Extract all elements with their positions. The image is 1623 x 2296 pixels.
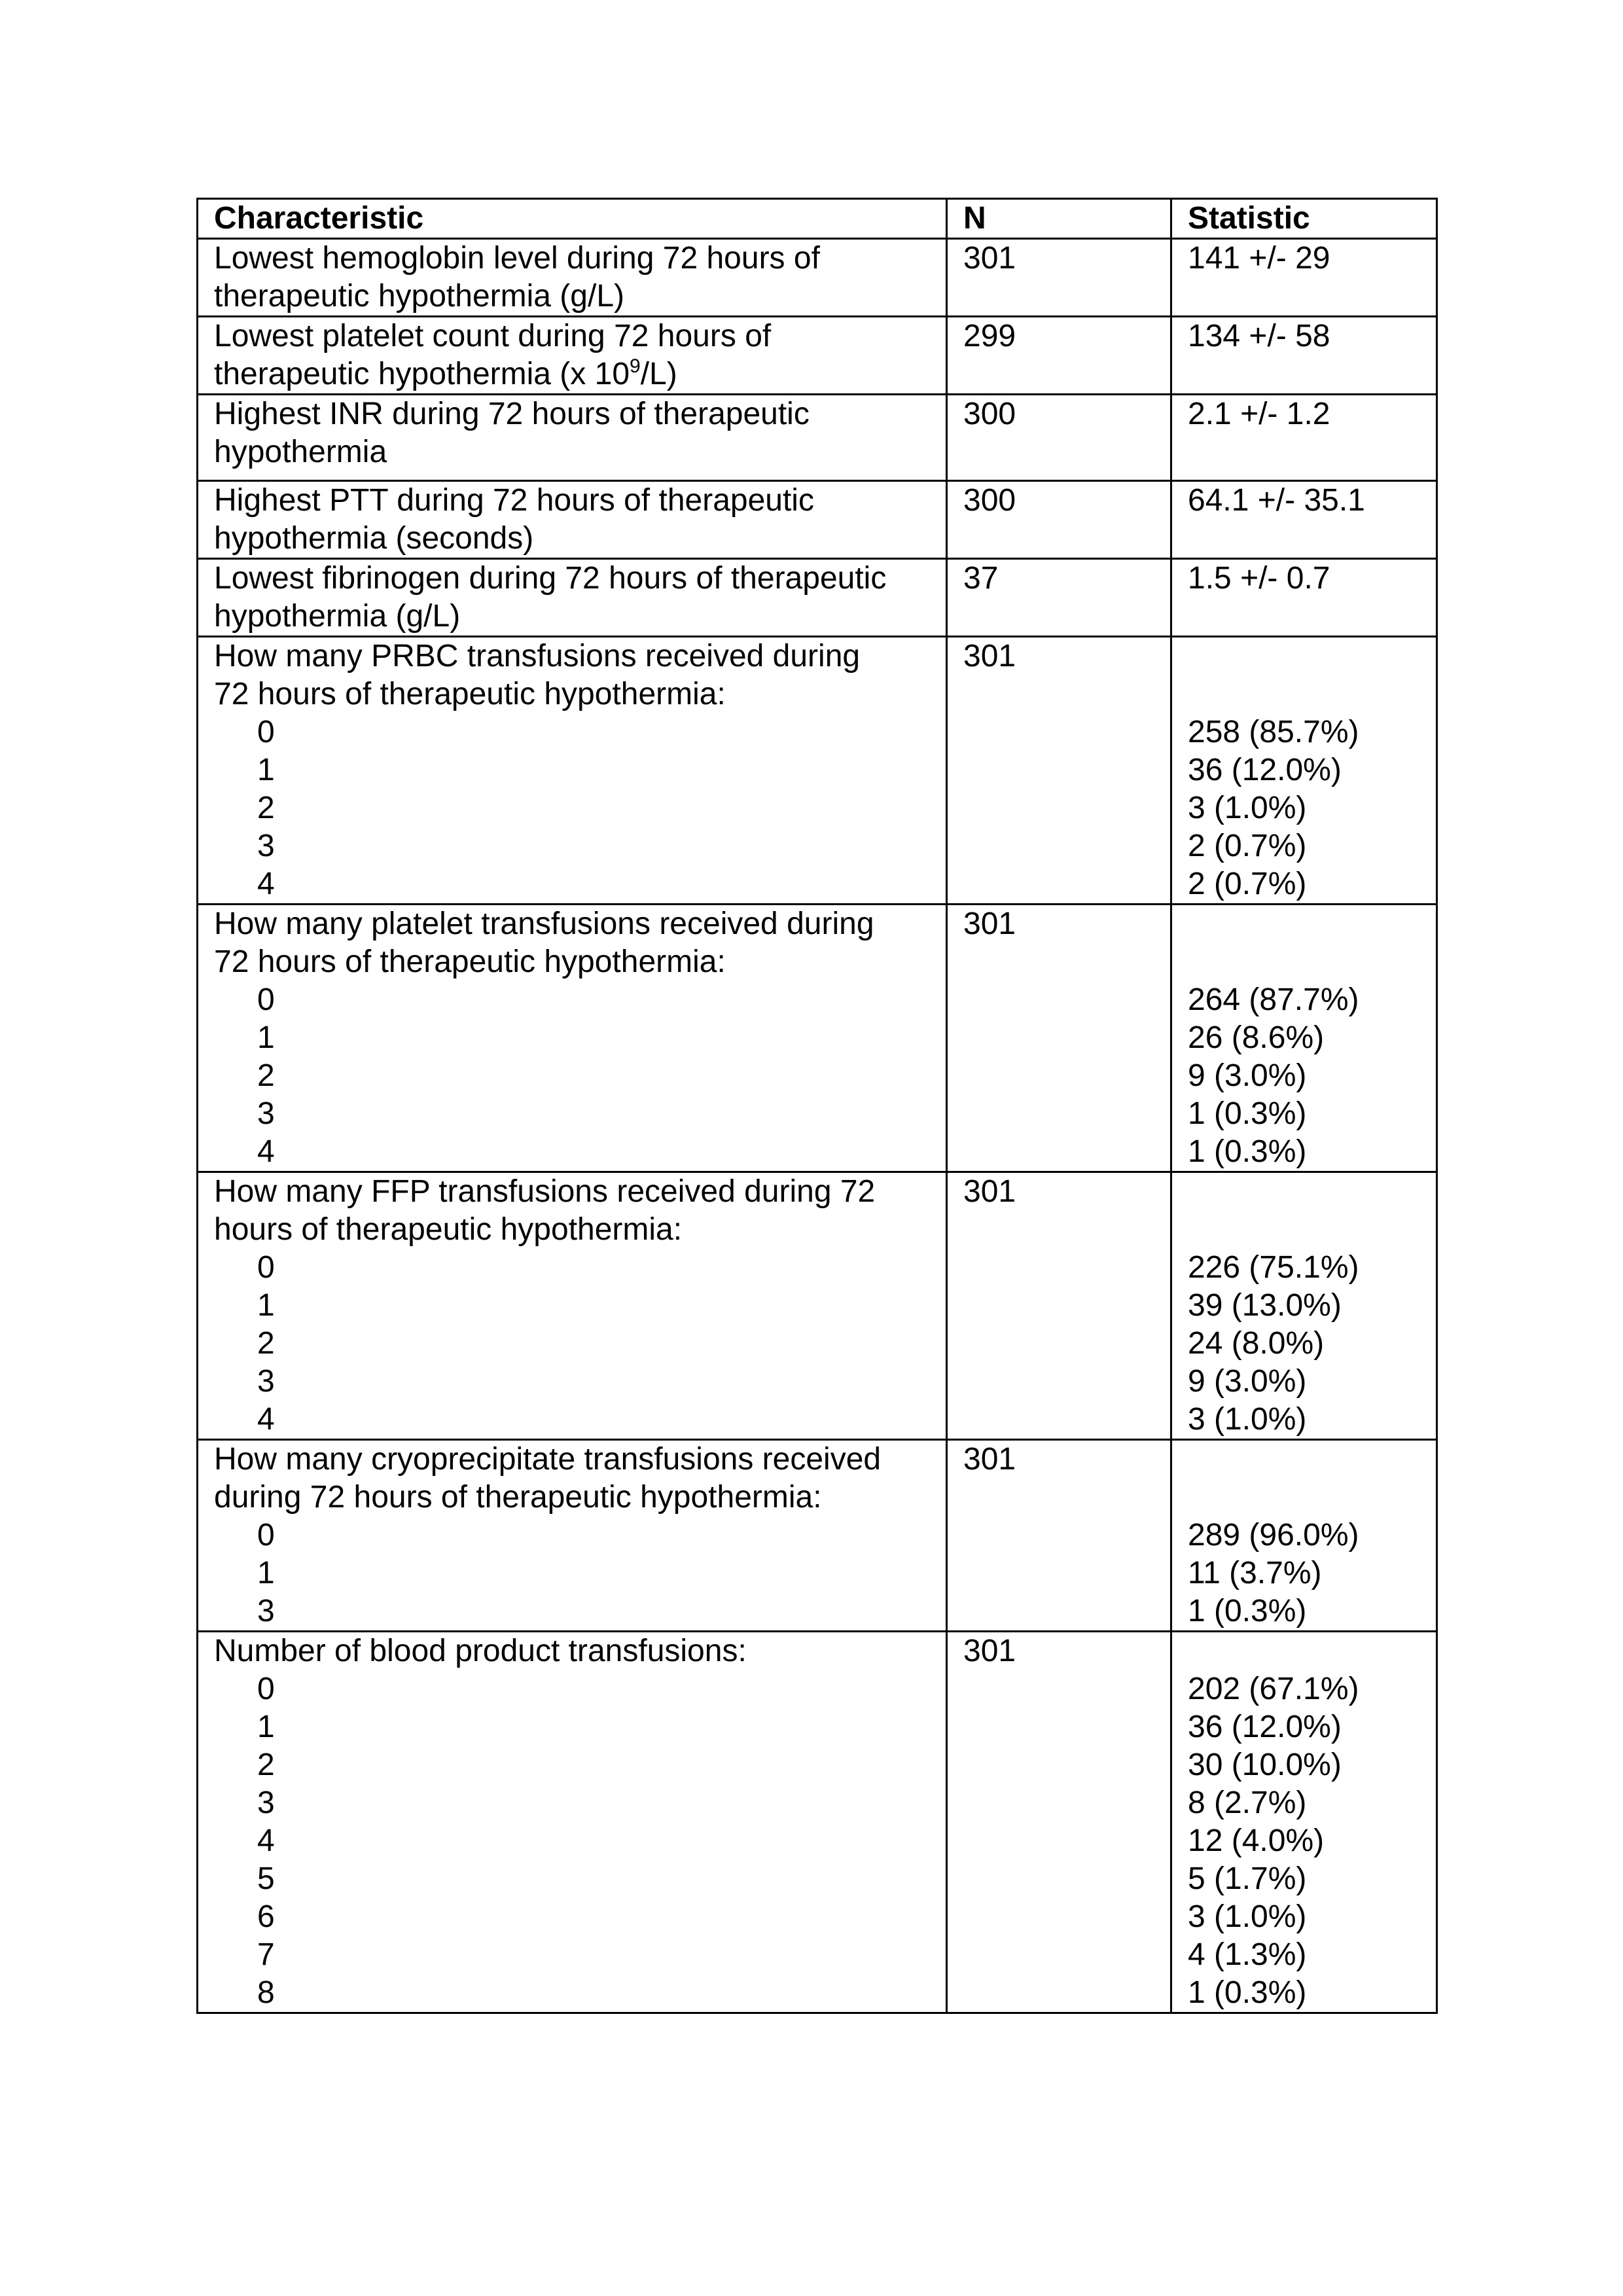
category-value: 9 (3.0%) [1188,1058,1307,1093]
n-cell [947,1632,1171,2013]
category-value: 36 (12.0%) [1188,753,1342,787]
n-value: 301 [963,639,1016,673]
category-value: 3 (1.0%) [1188,1899,1307,1934]
blank-line [1188,637,1423,675]
category-value: 5 (1.7%) [1188,1861,1307,1896]
characteristic-label: hours of therapeutic hypothermia: [214,1212,683,1247]
characteristic-cell [198,637,947,905]
category-label: 4 [257,867,275,901]
n-cell [947,1172,1171,1440]
table-row [198,481,1437,559]
category-label: 4 [257,1134,275,1169]
characteristic-label: 72 hours of therapeutic hypothermia: [214,677,726,711]
category-value: 4 (1.3%) [1188,1937,1307,1972]
category-label: 2 [257,1326,275,1361]
table-row [198,239,1437,317]
characteristic-cell [198,1172,947,1440]
characteristic-label: How many FFP transfusions received during 72 [214,1174,876,1209]
n-cell [947,637,1171,905]
characteristic-label: hypothermia [214,435,387,469]
characteristic-cell [198,905,947,1172]
category-value: 12 (4.0%) [1188,1823,1325,1858]
category-label: 0 [257,1672,275,1706]
characteristic-cell [198,559,947,637]
characteristic-label: Lowest fibrinogen during 72 hours of therapeutic [214,561,887,596]
characteristic-label: Highest INR during 72 hours of therapeutic [214,397,810,431]
characteristic-label: Highest PTT during 72 hours of therapeutic [214,483,814,518]
characteristic-label: How many platelet transfusions received during [214,906,874,941]
category-label: 3 [257,1096,275,1131]
blank-line [1188,905,1423,943]
statistic-cell: 141 +/- 29 [1171,239,1437,317]
category-label: 5 [257,1861,275,1896]
category-label: 2 [257,1748,275,1782]
n-value: 301 [963,1174,1016,1209]
category-value: 3 (1.0%) [1188,791,1307,825]
characteristic-cell [198,1632,947,2013]
category-value: 226 (75.1%) [1188,1250,1359,1285]
category-label: 3 [257,829,275,863]
category-label: 1 [257,1288,275,1323]
n-cell: 299 [947,317,1171,395]
category-value: 3 (1.0%) [1188,1402,1307,1437]
statistic-cell [1171,905,1437,1172]
category-value: 30 (10.0%) [1188,1748,1342,1782]
characteristic-cell [198,395,947,481]
header-n: N [947,199,1171,239]
category-value: 36 (12.0%) [1188,1710,1342,1744]
category-label: 6 [257,1899,275,1934]
n-cell [947,1440,1171,1632]
characteristic-label: hypothermia (seconds) [214,521,534,556]
category-label: 1 [257,753,275,787]
header-characteristic: Characteristic [198,199,947,239]
n-value: 301 [963,1442,1016,1477]
statistic-cell [1171,637,1437,905]
table-row [198,1440,1437,1632]
characteristic-label: How many PRBC transfusions received during [214,639,861,673]
category-label: 3 [257,1594,275,1628]
category-label: 0 [257,1518,275,1552]
characteristic-label: Lowest hemoglobin level during 72 hours of [214,241,820,276]
table-row [198,559,1437,637]
statistic-cell [1171,1440,1437,1632]
characteristic-label: Lowest platelet count during 72 hours of [214,319,772,353]
table-row [198,395,1437,481]
blank-line [1188,1173,1423,1211]
blank-line [1188,1632,1423,1670]
category-value: 1 (0.3%) [1188,1134,1307,1169]
category-value: 9 (3.0%) [1188,1364,1307,1399]
characteristic-cell [198,1440,947,1632]
category-label: 0 [257,982,275,1017]
statistic-cell: 134 +/- 58 [1171,317,1437,395]
blank-line [1188,1211,1423,1249]
table-row [198,317,1437,395]
category-value: 11 (3.7%) [1188,1556,1322,1590]
table-row [198,905,1437,1172]
category-label: 0 [257,1250,275,1285]
n-value: 301 [963,906,1016,941]
category-value: 24 (8.0%) [1188,1326,1325,1361]
blank-line [1188,1441,1423,1479]
table-header-row [198,199,1437,239]
category-value: 264 (87.7%) [1188,982,1359,1017]
category-label: 1 [257,1710,275,1744]
statistic-cell [1171,1172,1437,1440]
characteristic-cell [198,317,947,395]
characteristic-label: Number of blood product transfusions: [214,1634,747,1668]
characteristic-label: during 72 hours of therapeutic hypothermia: [214,1480,822,1515]
characteristic-label: therapeutic hypothermia (x $10^9/L$) [214,355,677,391]
category-label: 1 [257,1556,275,1590]
characteristic-label: 72 hours of therapeutic hypothermia: [214,944,726,979]
category-value: 2 (0.7%) [1188,867,1307,901]
category-value: 26 (8.6%) [1188,1020,1325,1055]
category-label: 3 [257,1364,275,1399]
n-cell: 301 [947,239,1171,317]
category-value: 1 (0.3%) [1188,1975,1307,2010]
characteristic-cell [198,481,947,559]
statistics-table [196,198,1438,2014]
category-label: 7 [257,1937,275,1972]
statistic-cell: 1.5 +/- 0.7 [1171,559,1437,637]
n-cell [947,905,1171,1172]
category-value: 202 (67.1%) [1188,1672,1359,1706]
category-label: 4 [257,1823,275,1858]
statistic-cell: 2.1 +/- 1.2 [1171,395,1437,481]
blank-line [1188,1479,1423,1516]
n-value: 301 [963,1634,1016,1668]
category-value: 289 (96.0%) [1188,1518,1359,1552]
blank-line [1188,675,1423,713]
blank-line [1188,943,1423,981]
characteristic-cell [198,239,947,317]
category-value: 39 (13.0%) [1188,1288,1342,1323]
characteristic-label: hypothermia (g/L) [214,599,461,634]
table-row [198,1632,1437,2013]
grouped-rows [198,637,1437,2013]
n-cell: 300 [947,481,1171,559]
characteristic-label: How many cryoprecipitate transfusions received [214,1442,882,1477]
category-value: 1 (0.3%) [1188,1096,1307,1131]
table-row [198,1172,1437,1440]
category-label: 3 [257,1785,275,1820]
category-value: 8 (2.7%) [1188,1785,1307,1820]
category-label: 2 [257,1058,275,1093]
n-cell: 300 [947,395,1171,481]
statistic-cell: 64.1 +/- 35.1 [1171,481,1437,559]
category-label: 1 [257,1020,275,1055]
n-cell: 37 [947,559,1171,637]
category-label: 0 [257,715,275,749]
category-value: 2 (0.7%) [1188,829,1307,863]
header-statistic: Statistic [1171,199,1437,239]
statistic-cell [1171,1632,1437,2013]
category-label: 4 [257,1402,275,1437]
category-value: 258 (85.7%) [1188,715,1359,749]
table-row [198,637,1437,905]
category-label: 8 [257,1975,275,2010]
characteristic-label: therapeutic hypothermia (g/L) [214,279,624,314]
category-value: 1 (0.3%) [1188,1594,1307,1628]
category-label: 2 [257,791,275,825]
